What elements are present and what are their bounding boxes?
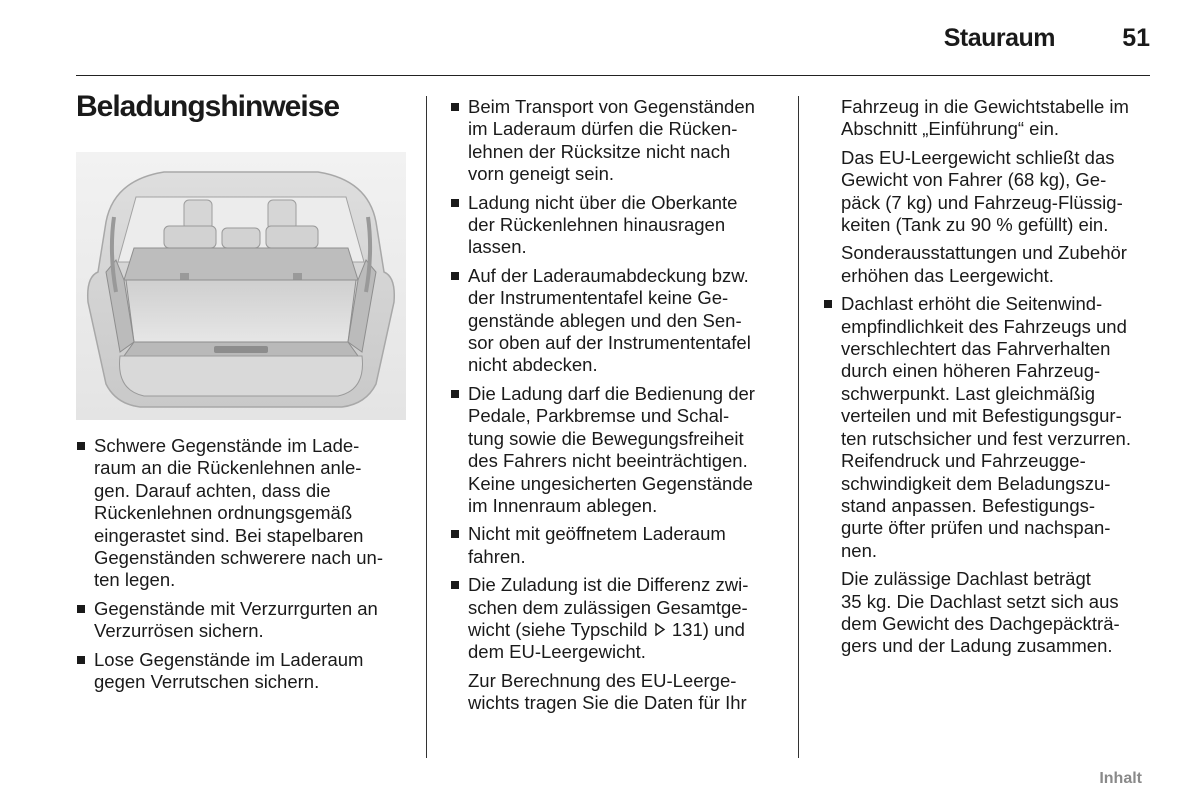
bullet-square-icon bbox=[451, 390, 459, 398]
column-1 bbox=[76, 435, 416, 699]
bullet-item: Ladung nicht über die Oberkante der Rückenlehnen hinausragen lassen. bbox=[450, 192, 790, 259]
bullet-square-icon bbox=[451, 272, 459, 280]
bullet-item: Nicht mit geöffnetem Laderaum fahren. bbox=[450, 523, 790, 568]
contents-link[interactable]: Inhalt bbox=[1099, 770, 1142, 787]
bullet-square-icon bbox=[77, 656, 85, 664]
column-divider-1 bbox=[426, 96, 427, 758]
paragraph: Die zulässige Dachlast beträgt 35 kg. Die Dachlast setzt sich aus dem Gewicht des Dachgepäckträ- gers und der Ladung zusammen. bbox=[841, 568, 1120, 657]
bullet-square-icon bbox=[451, 103, 459, 111]
column-2 bbox=[450, 96, 790, 721]
bullet-item: Gegenstände mit Verzurrgurten an Verzurrösen sichern. bbox=[76, 598, 416, 643]
paragraph: Das EU-Leergewicht schließt das Gewicht von Fahrer (68 kg), Ge- päck (7 kg) und Fahrzeug-Flüssig- keiten (Tank zu 90 % gefüllt) ein. bbox=[841, 146, 1123, 236]
bullet-square-icon bbox=[451, 581, 459, 589]
cargo-area-illustration bbox=[76, 152, 406, 420]
page-reference-arrow-icon[interactable] bbox=[653, 619, 667, 641]
paragraph: Fahrzeug in die Gewichtstabelle im Abschnitt „Einführung“ ein. bbox=[841, 96, 1129, 140]
column-divider-2 bbox=[798, 96, 799, 758]
bullet-item: Die Ladung darf die Bedienung der Pedale, Parkbremse und Schal- tung sowie die Bewegungsfreiheit des Fahrers nicht beeinträchtigen. Keine ungesicherten Gegenstände im Innenraum ablegen. bbox=[450, 383, 790, 517]
column-3 bbox=[823, 96, 1163, 664]
paragraph: Sonderausstattungen und Zubehör erhöhen das Leergewicht. bbox=[841, 242, 1127, 286]
section-heading: Beladungshinweise bbox=[76, 90, 340, 123]
page-header-title: Stauraum bbox=[943, 24, 1055, 52]
bullet-item: Auf der Laderaumabdeckung bzw. der Instrumententafel keine Ge- genstände ablegen und den Sen- sor oben auf der Instrumententafel nicht abdecken. bbox=[450, 265, 790, 377]
bullet-item: Die Zuladung ist die Differenz zwi- schen dem zulässigen Gesamtge- wicht (siehe Typschild 131) und dem EU-Leergewicht. bbox=[450, 574, 790, 664]
page-reference-link[interactable]: 131) und bbox=[671, 618, 745, 640]
bullet-item: Lose Gegenstände im Laderaum gegen Verrutschen sichern. bbox=[76, 649, 416, 694]
continuation-paragraph: Zur Berechnung des EU-Leerge- wichts tragen Sie die Daten für Ihr bbox=[468, 669, 747, 714]
bullet-square-icon bbox=[77, 605, 85, 613]
bullet-item: Dachlast erhöht die Seitenwind- empfindlichkeit des Fahrzeugs und verschlechtert das Fahrverhalten durch einen höheren Fahrzeug- schwerpunkt. Last gleichmäßig verteilen und mit Befestigungsgur- ten rutschsicher und fest verzurren. Reifendruck und Fahrzeugge- schwindigkeit dem Beladungszu- stand anpassen. Befestigungs- gurte öfter prüfen und nachspan- nen. bbox=[823, 293, 1163, 562]
bullet-square-icon bbox=[824, 300, 832, 308]
page-number: 51 bbox=[1122, 24, 1150, 52]
bullet-square-icon bbox=[451, 199, 459, 207]
bullet-square-icon bbox=[77, 442, 85, 450]
bullet-square-icon bbox=[451, 530, 459, 538]
bullet-item: Beim Transport von Gegenständen im Laderaum dürfen die Rücken- lehnen der Rücksitze nicht nach vorn geneigt sein. bbox=[450, 96, 790, 186]
bullet-item: Schwere Gegenstände im Lade- raum an die Rückenlehnen anle- gen. Darauf achten, dass die Rückenlehnen ordnungsgemäß eingerastet sind. Bei stapelbaren Gegenständen schwerere nach un- ten legen. bbox=[76, 435, 416, 592]
header-divider bbox=[76, 75, 1150, 76]
